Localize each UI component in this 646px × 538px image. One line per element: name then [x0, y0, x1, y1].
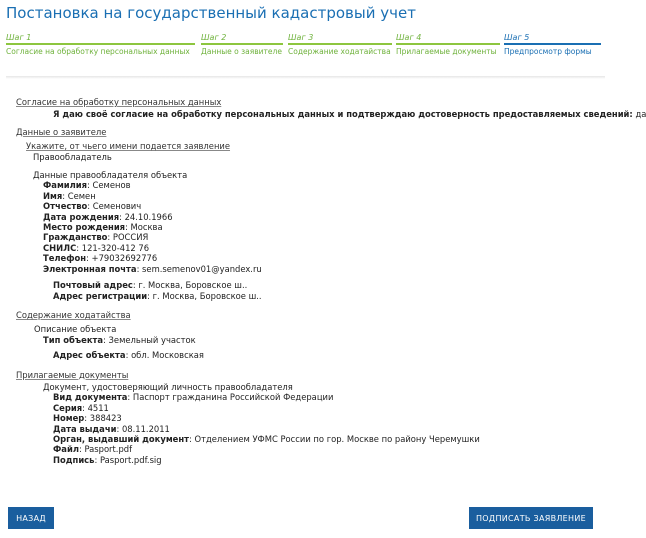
field-value: Земельный участок: [108, 334, 196, 345]
step-label: Данные о заявителе: [201, 47, 282, 56]
field-value: 08.11.2011: [121, 423, 170, 434]
step-progress-bar: [504, 43, 601, 45]
field-label: СНИЛС: [43, 242, 77, 253]
field-value: РОССИЯ: [112, 232, 149, 243]
documents-section-title: Прилагаемые документы: [16, 369, 129, 380]
field-doc-type: Вид документа: Паспорт гражданина Российской Федерации: [53, 392, 334, 403]
field-doc-file: Файл: Pasport.pdf: [53, 444, 133, 455]
field-label: Орган, выдавший документ: [53, 433, 189, 444]
step-label: Содержание ходатайства: [288, 47, 391, 56]
field-label: Почтовый адрес: [53, 280, 133, 291]
field-label: Номер: [53, 413, 85, 424]
field-value: 388423: [89, 413, 122, 424]
field-patronymic: Отчество: Семенович: [43, 201, 142, 212]
object-desc-title: Описание объекта: [34, 324, 117, 335]
form-preview: [14, 97, 646, 465]
field-postal-address: Почтовый адрес: г. Москва, Боровское ш..: [53, 280, 248, 291]
step-number: Шаг 4: [396, 33, 422, 42]
field-label: Гражданство: [43, 232, 108, 243]
wizard-steps: [6, 32, 605, 72]
step-3[interactable]: [288, 32, 396, 72]
field-label: Отчество: [43, 201, 88, 212]
field-doc-series: Серия: 4511: [53, 402, 109, 413]
step-number: Шаг 3: [288, 33, 314, 42]
back-button[interactable]: НАЗАД: [8, 507, 54, 529]
field-surname: Фамилия: Семенов: [43, 180, 131, 191]
step-5[interactable]: [504, 32, 605, 72]
field-value: обл. Московская: [131, 350, 204, 361]
field-birth-date: Дата рождения: 24.10.1966: [43, 211, 173, 222]
consent-value: да: [635, 109, 646, 120]
field-doc-signature: Подпись: Pasport.pdf.sig: [53, 454, 162, 465]
field-label: Подпись: [53, 454, 95, 465]
field-value: Паспорт гражданина Российской Федерации: [132, 392, 334, 403]
step-2[interactable]: [201, 32, 287, 72]
field-label: Серия: [53, 402, 83, 413]
field-label: Место рождения: [43, 222, 126, 233]
field-label: Дата рождения: [43, 211, 120, 222]
document-fields: [53, 392, 599, 465]
field-value: Отделением УФМС России по гор. Москве по району Черемушки: [194, 433, 480, 444]
consent-section-title: Согласие на обработку персональных данных: [16, 97, 222, 107]
step-progress-bar: [396, 43, 500, 45]
step-number: Шаг 1: [6, 33, 32, 42]
field-value: г. Москва, Боровское ш..: [152, 290, 262, 301]
field-citizenship: Гражданство: РОССИЯ: [43, 232, 149, 243]
header-divider: [6, 76, 605, 79]
field-label: Адрес регистрации: [53, 290, 148, 301]
field-label: Файл: [53, 444, 79, 455]
field-value: 24.10.1966: [124, 211, 173, 222]
on-behalf-title: Укажите, от чьего имени подается заявление: [26, 141, 231, 152]
field-birth-place: Место рождения: Москва: [43, 222, 163, 233]
field-value: 4511: [87, 402, 109, 413]
field-value: Семен: [67, 190, 96, 201]
step-label: Предпросмотр формы: [504, 47, 592, 56]
field-email: Электронная почта: sem.semenov01@yandex.ru: [43, 263, 262, 274]
step-1[interactable]: [6, 32, 199, 72]
field-value: Москва: [130, 222, 163, 233]
field-label: Вид документа: [53, 392, 128, 403]
field-label: Телефон: [43, 253, 87, 264]
consent-row: [53, 109, 646, 120]
field-label: Адрес объекта: [53, 350, 126, 361]
field-value: +79032692776: [91, 253, 158, 264]
owner-addresses: [53, 280, 599, 301]
petition-section-title: Содержание ходатайства: [16, 309, 131, 320]
page-title: Постановка на государственный кадастровый учет: [6, 4, 416, 22]
field-object-address: Адрес объекта: обл. Московская: [53, 350, 204, 361]
field-value: Семенов: [92, 180, 131, 191]
field-label: Тип объекта: [43, 334, 104, 345]
field-value: Семенович: [92, 201, 142, 212]
step-number: Шаг 5: [504, 33, 530, 42]
field-snils: СНИЛС: 121-320-412 76: [43, 242, 150, 253]
step-number: Шаг 2: [201, 33, 227, 42]
field-label: Электронная почта: [43, 263, 137, 274]
field-label: Фамилия: [43, 180, 88, 191]
field-phone: Телефон: +79032692776: [43, 253, 158, 264]
field-object-type: Тип объекта: Земельный участок: [43, 334, 196, 345]
consent-text: Я даю своё согласие на обработку персональных данных и подтверждаю достоверность предоставляемых сведений:: [53, 109, 633, 120]
step-label: Согласие на обработку персональных данных: [6, 47, 190, 56]
field-doc-issuer: Орган, выдавший документ: Отделением УФМС России по гор. Москве по району Черемушки: [53, 433, 480, 444]
step-label: Прилагаемые документы: [396, 47, 497, 56]
on-behalf-value: Правообладатель: [33, 151, 112, 162]
step-4[interactable]: [396, 32, 504, 72]
sign-application-button[interactable]: ПОДПИСАТЬ ЗАЯВЛЕНИЕ: [469, 507, 593, 529]
document-title: Документ, удостоверяющий личность правообладателя: [43, 381, 293, 392]
field-doc-number: Номер: 388423: [53, 413, 122, 424]
field-value: sem.semenov01@yandex.ru: [142, 263, 262, 274]
step-progress-bar: [201, 43, 283, 45]
field-value: Pasport.pdf.sig: [99, 454, 162, 465]
field-name: Имя: Семен: [43, 190, 96, 201]
owner-data-title: Данные правообладателя объекта: [33, 170, 188, 181]
field-registration-address: Адрес регистрации: г. Москва, Боровское ш..: [53, 290, 262, 301]
applicant-section-title: Данные о заявителе: [16, 126, 107, 137]
field-value: Pasport.pdf: [84, 444, 133, 455]
owner-fields: [43, 180, 599, 274]
field-label: Дата выдачи: [53, 423, 117, 434]
field-label: Имя: [43, 190, 63, 201]
step-progress-bar: [288, 43, 392, 45]
field-doc-issue-date: Дата выдачи: 08.11.2011: [53, 423, 170, 434]
field-value: г. Москва, Боровское ш..: [138, 280, 248, 291]
field-value: 121-320-412 76: [81, 242, 150, 253]
step-progress-bar: [6, 43, 195, 45]
